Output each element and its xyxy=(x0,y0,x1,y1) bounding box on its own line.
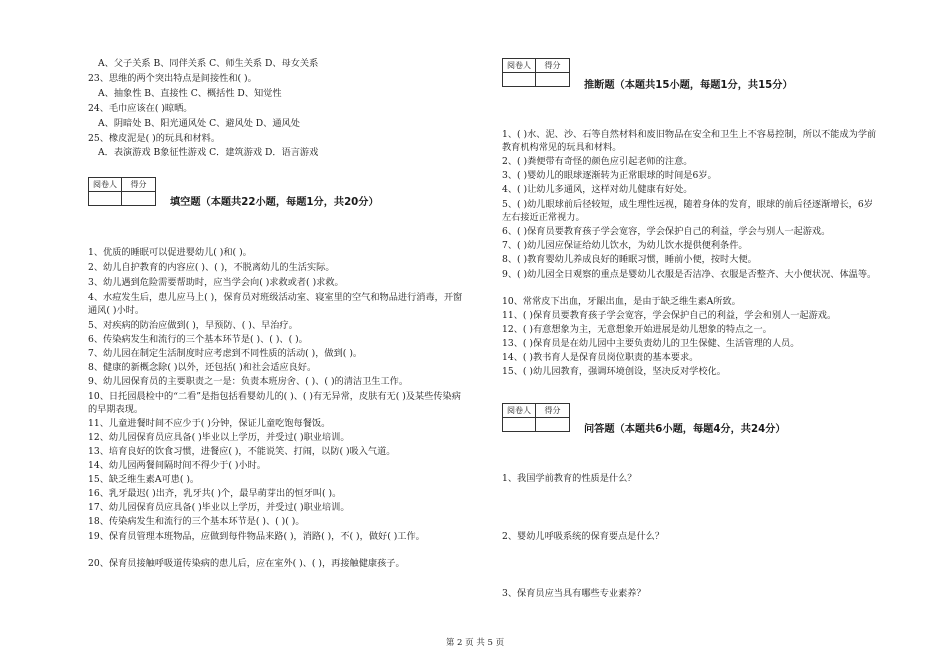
fill-question-4: 4、水痘发生后，患儿应马上( )，保育员对班级活动室、寝室里的空气和物品进行消毒，开窗通风( )小时。 xyxy=(88,292,463,316)
judge-question-5: 5、( )幼儿眼球前后径较短，成生理性远视，随着身体的发育，眼球的前后径逐渐增长，6岁左右接近正常视力。 xyxy=(502,199,873,223)
judge-question-15: 15、( )幼儿园教育，强调环境创设，坚决反对学校化。 xyxy=(502,366,726,377)
fill-question-20: 20、保育员接触呼吸道传染病的患儿后，应在室外( )、( )，再接触健康孩子。 xyxy=(88,558,405,569)
page-footer: 第 2 页 共 5 页 xyxy=(445,638,505,648)
judge-question-3: 3、( )婴幼儿的眼球逐渐转为正常眼球的时间是6岁。 xyxy=(502,170,717,181)
judge-question-8: 8、( )教育婴幼儿养成良好的睡眠习惯，睡前小便，按时大便。 xyxy=(502,254,757,265)
fill-section-title: 填空题（本题共22小题，每题1分，共20分） xyxy=(170,197,379,208)
fill-score-box xyxy=(88,177,156,206)
fill-question-14: 14、幼儿园两餐间隔时间不得少于( )小时。 xyxy=(88,460,266,471)
fill-question-16: 16、乳牙最迟( )出齐，乳牙共( )个，最早萌芽出的恒牙叫( )。 xyxy=(88,488,342,499)
judge-question-4: 4、( )让幼儿多通风，这样对幼儿健康有好处。 xyxy=(502,184,693,195)
reviewer-label: 阅卷人 xyxy=(503,59,536,73)
fill-question-12: 12、幼儿园保育员应具备( )毕业以上学历，并受过( )职业培训。 xyxy=(88,432,350,443)
score-label: 得分 xyxy=(536,404,569,418)
score-cell[interactable] xyxy=(122,192,155,206)
qa-question-1: 1、我国学前教育的性质是什么？ xyxy=(502,473,637,484)
fill-question-3: 3、幼儿遇到危险需要帮助时，应当学会向( )求救或者( )求救。 xyxy=(88,277,344,288)
score-label: 得分 xyxy=(536,59,569,73)
fill-question-10: 10、日托园晨检中的“二看”是指包括看婴幼儿的( )、( )有无异常，皮肤有无( )及某些传染病的早期表现。 xyxy=(88,391,461,415)
choice-question-25: 25、橡皮泥是( )的玩具和材料。 xyxy=(88,133,221,144)
fill-question-17: 17、幼儿园保育员应具备( )毕业以上学历，并受过( )职业培训。 xyxy=(88,502,350,513)
fill-question-7: 7、幼儿园在制定生活制度时应考虑到不同性质的活动( )，做到( )。 xyxy=(88,348,363,359)
score-cell[interactable] xyxy=(536,418,569,432)
fill-question-18: 18、传染病发生和流行的三个基本环节是( )、( )( )。 xyxy=(88,516,305,527)
fill-question-9: 9、幼儿园保育员的主要职责之一是：负责本班房舍、( )、( )的清洁卫生工作。 xyxy=(88,376,409,387)
choice-22-options: A、父子关系 B、同伴关系 C、师生关系 D、母女关系 xyxy=(98,58,319,69)
choice-question-23: 23、思维的两个突出特点是间接性和( )。 xyxy=(88,73,257,84)
reviewer-cell[interactable] xyxy=(503,418,536,432)
qa-score-box xyxy=(502,403,570,432)
fill-question-5: 5、对疾病的防治应做到( )，早预防、( )、早治疗。 xyxy=(88,320,298,331)
reviewer-label: 阅卷人 xyxy=(89,178,122,192)
qa-question-3: 3、保育员应当具有哪些专业素养？ xyxy=(502,588,646,599)
fill-question-15: 15、缺乏维生素A可患( )。 xyxy=(88,474,200,485)
judge-question-2: 2、( )粪便带有奇怪的颜色应引起老师的注意。 xyxy=(502,156,693,167)
reviewer-label: 阅卷人 xyxy=(503,404,536,418)
judge-question-11: 11、( )保育员要教育孩子学会宽容，学会保护自己的利益，学会和别人一起游戏。 xyxy=(502,310,837,321)
fill-question-8: 8、健康的新概念除( )以外，还包括( )和社会适应良好。 xyxy=(88,362,317,373)
qa-section-title: 问答题（本题共6小题，每题4分，共24分） xyxy=(584,424,786,435)
choice-24-options: A、阴暗处 B、阳光通风处 C、避风处 D、通风处 xyxy=(98,118,300,129)
judge-score-box xyxy=(502,58,570,87)
choice-question-24: 24、毛巾应该在( )晾晒。 xyxy=(88,103,193,114)
judge-question-7: 7、( )幼儿园应保证给幼儿饮水，为幼儿饮水提供便利条件。 xyxy=(502,240,748,251)
fill-question-1: 1、优质的睡眠可以促进婴幼儿( )和( )。 xyxy=(88,247,252,258)
fill-question-19: 19、保育员管理本班物品，应做到每件物品来路( )，消路( )，不( )，做好( )工作。 xyxy=(88,531,425,542)
reviewer-cell[interactable] xyxy=(89,192,122,206)
judge-section-title: 推断题（本题共15小题，每题1分，共15分） xyxy=(584,80,793,91)
reviewer-cell[interactable] xyxy=(503,73,536,87)
fill-question-11: 11、儿童进餐时间不应少于( )分钟，保证儿童吃饱每餐饭。 xyxy=(88,418,331,429)
choice-23-options: A、抽象性 B、直接性 C、概括性 D、知觉性 xyxy=(98,88,282,99)
judge-question-13: 13、( )保育员是在幼儿园中主要负责幼儿的卫生保健、生活管理的人员。 xyxy=(502,338,800,349)
judge-question-6: 6、( )保育员要教育孩子学会宽容，学会保护自己的利益，学会与别人一起游戏。 xyxy=(502,226,831,237)
qa-question-2: 2、婴幼儿呼吸系统的保育要点是什么？ xyxy=(502,531,665,542)
judge-question-14: 14、( )教书育人是保育员岗位职责的基本要求。 xyxy=(502,352,699,363)
fill-question-6: 6、传染病发生和流行的三个基本环节是( )、( )、( )。 xyxy=(88,334,308,345)
judge-question-10: 10、常常皮下出血，牙龈出血，是由于缺乏维生素A所致。 xyxy=(502,296,741,307)
fill-question-2: 2、幼儿自护教育的内容应( )、( )，不脱离幼儿的生活实际。 xyxy=(88,262,335,273)
score-cell[interactable] xyxy=(536,73,569,87)
judge-question-9: 9、( )幼儿园全日观察的重点是婴幼儿衣服是否洁净、衣服是否整齐、大小便状况、体温等。 xyxy=(502,269,877,280)
score-label: 得分 xyxy=(122,178,155,192)
judge-question-1: 1、( )水、泥、沙、石等自然材料和废旧物品在安全和卫生上不容易控制，所以不能成为学前教育机构常见的玩具和材料。 xyxy=(502,129,877,153)
choice-25-options: A．表演游戏 B象征性游戏 C．建筑游戏 D．语言游戏 xyxy=(98,147,319,158)
judge-question-12: 12、( )有意想象为主，无意想象开始进展是幼儿想象的特点之一。 xyxy=(502,324,772,335)
fill-question-13: 13、培育良好的饮食习惯，进餐应( )，不能说笑、打闹，以防( )吸入气道。 xyxy=(88,446,396,457)
